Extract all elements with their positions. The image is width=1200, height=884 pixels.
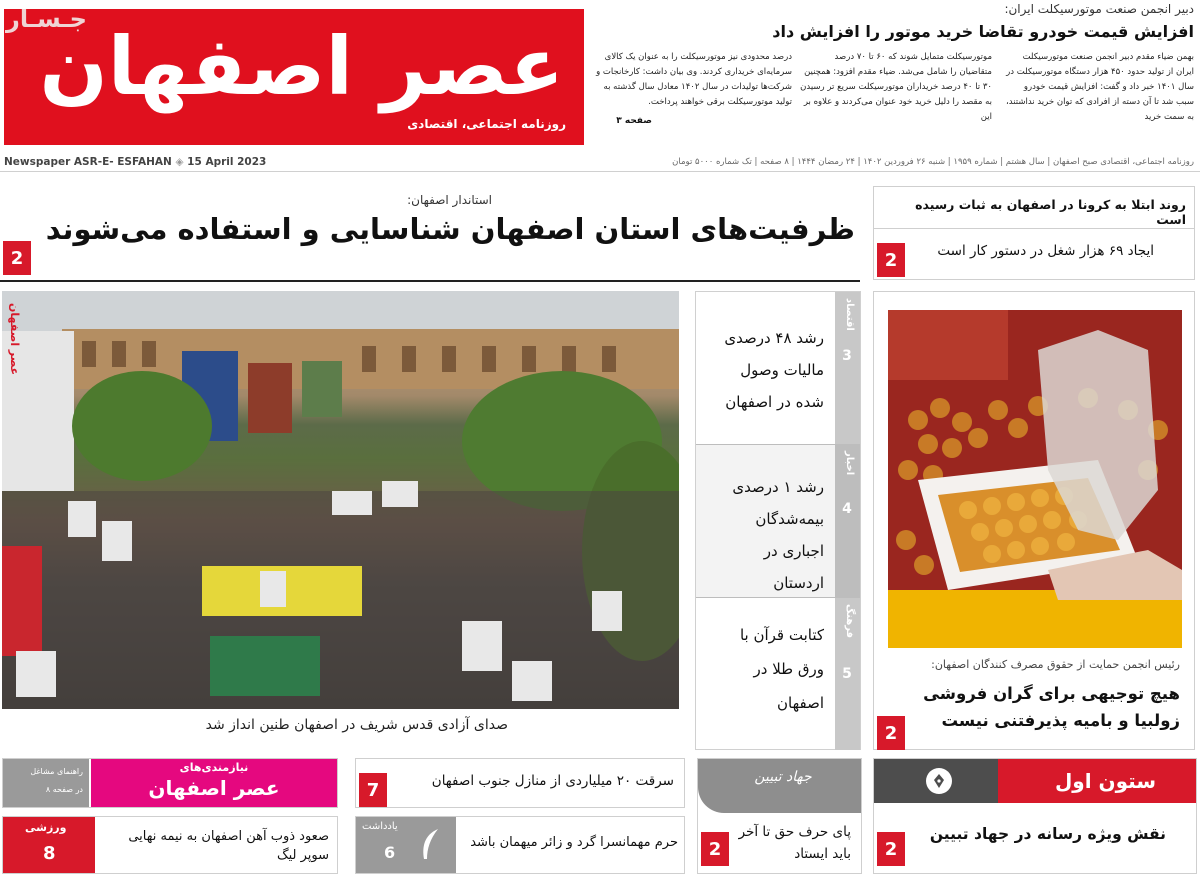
lead-page-badge[interactable]: 2: [3, 241, 31, 275]
jahad-text: پای حرف حق تا آخر باید ایستاد: [738, 824, 851, 862]
theft-badge[interactable]: 7: [359, 773, 387, 807]
column-box[interactable]: [873, 758, 1197, 874]
top-story-headline[interactable]: افزایش قیمت خودرو تقاضا خرید موتور را افزایش داد: [772, 22, 1194, 41]
ads-brand: عصر اصفهان: [148, 776, 280, 800]
top-story-kicker: دبیر انجمن صنعت موتورسیکلت ایران:: [1004, 2, 1194, 16]
theft-box[interactable]: [355, 758, 685, 808]
lead-headline[interactable]: ظرفیت‌های استان اصفهان شناسایی و استفاده می‌شوند: [45, 212, 855, 246]
right-item-1-text: روند ابتلا به کرونا در اصفهان به ثبات رسیده است: [915, 197, 1186, 227]
middle-box-text: رشد ۴۸ درصدی مالیات وصول شده در اصفهان: [724, 329, 824, 411]
note-label: یادداشت: [362, 821, 398, 832]
top-story-page-ref[interactable]: صفحه ۳: [616, 116, 652, 126]
middle-box-1[interactable]: [696, 292, 860, 444]
middle-boxes: [695, 291, 861, 750]
sport-text: صعود ذوب آهن اصفهان به نیمه نهایی سوپر لیگ: [128, 829, 329, 863]
ads-side-line2: در صفحه ۸: [45, 785, 83, 794]
column-badge[interactable]: 2: [877, 832, 905, 866]
rally-photo: [2, 291, 679, 709]
section-label: فرهنگ: [844, 604, 855, 639]
photo-caption: صدای آزادی قدس شریف در اصفهان طنین انداز شد: [205, 717, 508, 733]
masthead-title: عصر اصفهان: [39, 20, 564, 113]
right-item-2[interactable]: [873, 228, 1195, 280]
masthead: [4, 5, 584, 145]
section-page: 4: [842, 501, 852, 517]
right-photo-headline[interactable]: هیچ توجیهی برای گران فروشی زولبیا و بامیه پذیرفتنی نیست: [923, 684, 1180, 730]
right-photo-kicker: رئیس انجمن حمایت از حقوق مصرف کنندگان اصفهان:: [931, 658, 1180, 671]
section-page: 5: [842, 666, 852, 682]
middle-box-text: کتابت قرآن با ورق طلا در اصفهان: [739, 626, 824, 712]
middle-box-3[interactable]: [696, 598, 860, 750]
sport-page: 8: [43, 843, 56, 864]
section-label: اقتصاد: [844, 298, 855, 331]
section-label: اخبار: [844, 451, 855, 476]
english-paper-name: Newspaper ASR-E- ESFAHAN: [4, 156, 172, 168]
theft-text: سرقت ۲۰ میلیاردی از منازل جنوب اصفهان: [431, 773, 674, 789]
ads-side-line1: راهنمای مشاغل: [30, 767, 83, 776]
column-text: نقش ویژه رسانه در جهاد تبیین: [929, 825, 1166, 843]
sport-box[interactable]: [2, 816, 338, 874]
english-date: 15 April 2023: [187, 156, 267, 168]
ads-title: نیازمندی‌های: [179, 761, 249, 774]
jahad-badge[interactable]: 2: [701, 832, 729, 866]
section-page: 3: [842, 348, 852, 364]
jahad-header: [698, 759, 861, 813]
right-photo-badge[interactable]: 2: [877, 716, 905, 750]
top-story-col-2: موتورسیکلت متمایل شوند که ۶۰ تا ۷۰ درصد متقاضیان را شامل می‌شد. ضیاء مقدم افزود: همچنین ۳۰ تا ۴۰ درصد خریداران موتورسیکلت سریع تر رسیدن به مقصد را دلیل خرید خود عنوان می‌کردند و علاوه بر این: [800, 52, 992, 122]
right-photo-box: [873, 291, 1195, 750]
top-story-col-1: بهمن ضیاء مقدم دبیر انجمن صنعت موتورسیکلت ایران از تولید حدود ۴۵۰ هزار دستگاه موتورسیکلت در سال ۱۴۰۱ خبر داد و گفت: افزایش قیمت خودرو سبب شد تا آن دسته از افرادی که توان خرید نداشتند، به سمت خرید: [1006, 52, 1194, 122]
middle-box-2[interactable]: [696, 445, 860, 597]
column-label: ستون اول: [998, 759, 1196, 803]
right-item-2-text: ایجاد ۶۹ هزار شغل در دستور کار است: [937, 243, 1154, 259]
rally-photo-illustration: [2, 291, 679, 709]
note-box[interactable]: [355, 816, 685, 874]
photo-logo: عصر اصفهان: [8, 303, 21, 376]
note-text: حرم مهمانسرا گرد و زائر میهمان باشد: [470, 835, 678, 850]
jahad-label: جهاد تبیین: [754, 769, 812, 785]
ads-box[interactable]: [2, 758, 338, 808]
sport-label: ورزشی: [25, 821, 67, 834]
lead-rule: [0, 280, 860, 282]
quill-icon: [418, 827, 442, 865]
pen-icon: [926, 768, 952, 794]
lead-kicker: استاندار اصفهان:: [407, 193, 492, 207]
dateline-right: روزنامه اجتماعی، اقتصادی صبح اصفهان | سال هشتم | شماره ۱۹۵۹ | شنبه ۲۶ فروردین ۱۴۰۲ | ۲۴ رمضان ۱۴۴۴ | ۸ صفحه | تک شماره ۵۰۰۰ تومان: [672, 157, 1194, 167]
note-page: 6: [384, 843, 396, 862]
top-story-col-3: درصد محدودی نیز موتورسیکلت را به عنوان یک کالای سرمایه‌ای خریداری کردند. وی بیان داشت: کارخانجات و شرکت‌ها تولیدات در سال ۱۴۰۲ معادل سال گذشته به تولید موتورسیکلت برقی خواهند پرداخت.: [596, 52, 792, 107]
dateline-left: Newspaper ASR-E- ESFAHAN ◈ 15 April 2023: [4, 156, 267, 168]
watermark-logo: جـسـار: [6, 5, 87, 33]
zoolbia-photo-illustration: [888, 310, 1182, 648]
zoolbia-photo: [888, 310, 1182, 648]
masthead-subtitle: روزنامه اجتماعی، اقتصادی: [407, 117, 566, 131]
right-item-1[interactable]: [873, 186, 1195, 228]
middle-box-text: رشد ۱ درصدی بیمه‌شدگان اجباری در اردستان: [732, 478, 824, 592]
right-item-2-badge[interactable]: 2: [877, 243, 905, 277]
